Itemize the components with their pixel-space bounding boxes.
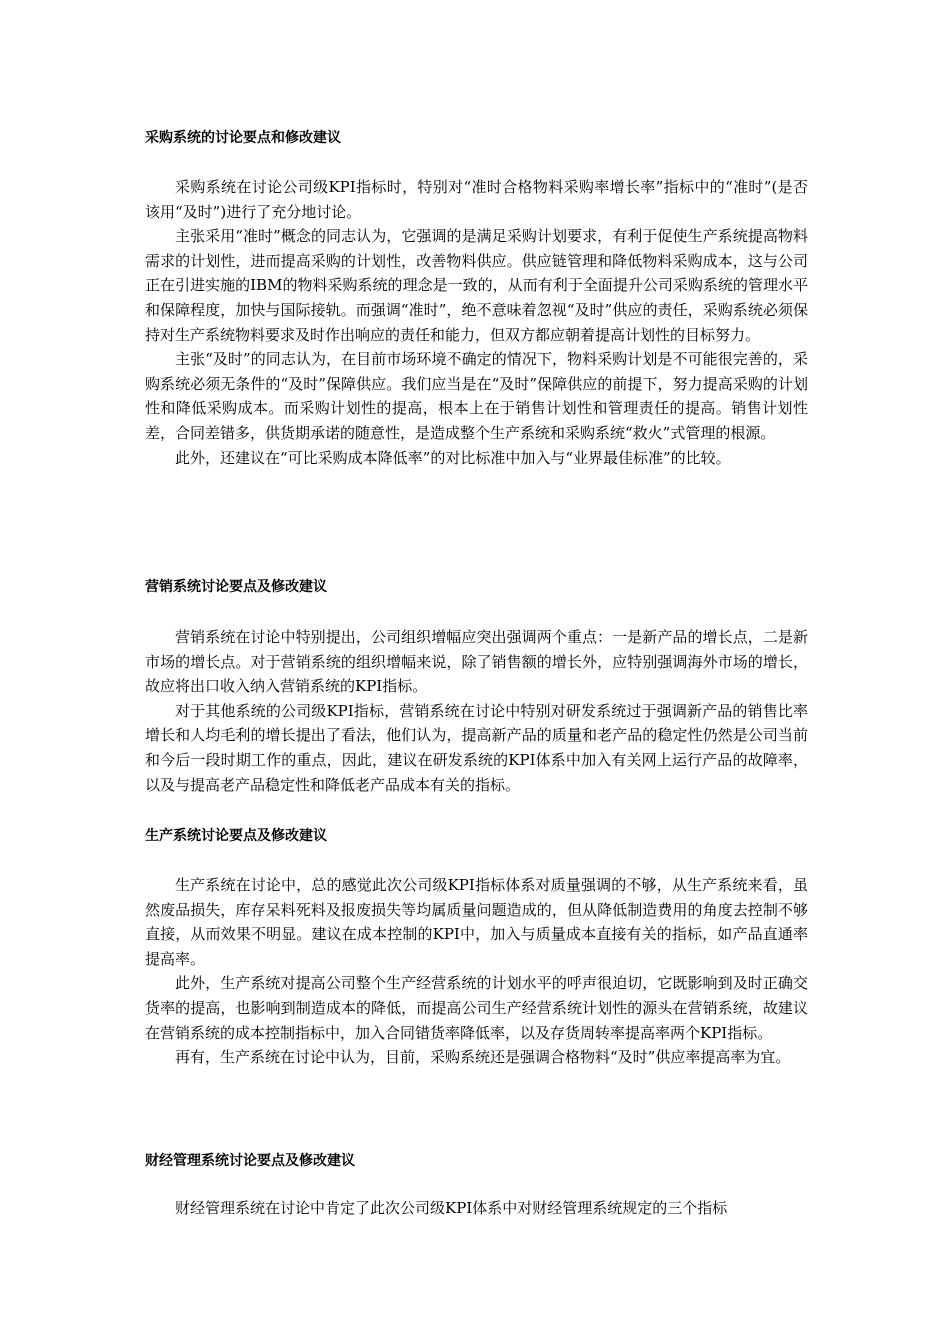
section-heading: 采购系统的讨论要点和修改建议 (145, 130, 341, 146)
paragraph: 此外，生产系统对提高公司整个生产经营系统的计划水平的呼声很迫切，它既影响到及时正确交货率的提高，也影响到制造成本的降低，而提高公司生产经营系统计划性的源头在营销系统，故建议在营销系统的成本控制指标中，加入合同错货率降低率，以及存货周转率提高率两个KPI指标。 (145, 974, 808, 1042)
section-heading: 财经管理系统讨论要点及修改建议 (145, 1153, 355, 1169)
paragraph: 再有，生产系统在讨论中认为，目前，采购系统还是强调合格物料“及时”供应率提高率为宜。 (175, 1048, 791, 1067)
paragraph: 主张“及时”的同志认为，在目前市场环境不确定的情况下，物料采购计划是不可能很完善的，采购系统必须无条件的“及时”保障供应。我们应当是在“及时”保障供应的前提下，努力提高采购的计划性和降低采购成本。而采购计划性的提高，根本上在于销售计划性和管理责任的提高。销售计划性差，合同差错多，供货期承诺的随意性，是造成整个生产系统和采购系统“救火”式管理的根源。 (145, 350, 808, 442)
paragraph: 营销系统在讨论中特别提出，公司组织增幅应突出强调两个重点：一是新产品的增长点，二是新市场的增长点。对于营销系统的组织增幅来说，除了销售额的增长外，应特别强调海外市场的增长，故应将出口收入纳入营销系统的KPI指标。 (145, 628, 808, 696)
section-procurement-body (145, 175, 808, 470)
section-production-body (145, 873, 808, 1070)
paragraph: 此外，还建议在“可比采购成本降低率”的对比标准中加入与“业界最佳标准”的比较。 (175, 448, 731, 467)
paragraph: 主张采用“准时”概念的同志认为，它强调的是满足采购计划要求，有利于促使生产系统提高物料需求的计划性，进而提高采购的计划性，改善物料供应。供应链管理和降低物料采购成本，这与公司正在引进实施的IBM的物料采购系统的理念是一致的，从而有利于全面提升公司采购系统的管理水平和保障程度，加快与国际接轨。而强调“准时”，绝不意味着忽视“及时”供应的责任，采购系统必须保持对生产系统物料要求及时作出响应的责任和能力，但双方都应朝着提高计划性的目标努力。 (145, 227, 808, 344)
paragraph: 生产系统在讨论中，总的感觉此次公司级KPI指标体系对质量强调的不够，从生产系统来看，虽然废品损失，库存呆料死料及报废损失等均属质量问题造成的，但从降低制造费用的角度去控制不够直接，从而效果不明显。建议在成本控制的KPI中，加入与质量成本直接有关的指标，如产品直通率提高率。 (145, 876, 808, 968)
section-heading: 生产系统讨论要点及修改建议 (145, 828, 327, 844)
section-marketing (145, 577, 808, 597)
section-heading: 营销系统讨论要点及修改建议 (145, 579, 327, 595)
paragraph: 采购系统在讨论公司级KPI指标时，特别对“准时合格物料采购率增长率”指标中的“准时”(是否该用“及时”)进行了充分地讨论。 (145, 178, 808, 221)
section-procurement (145, 128, 808, 148)
paragraph: 财经管理系统在讨论中肯定了此次公司级KPI体系中对财经管理系统规定的三个指标 (175, 1199, 728, 1217)
section-finance-body (145, 1196, 808, 1221)
section-finance (145, 1151, 808, 1171)
section-marketing-body (145, 625, 808, 797)
section-production (145, 826, 808, 846)
paragraph: 对于其他系统的公司级KPI指标，营销系统在讨论中特别对研发系统过于强调新产品的销售比率增长和人均毛利的增长提出了看法，他们认为，提高新产品的质量和老产品的稳定性仍然是公司当前和今后一段时期工作的重点，因此，建议在研发系统的KPI体系中加入有关网上运行产品的故障率，以及与提高老产品稳定性和降低老产品成本有关的指标。 (145, 701, 808, 794)
